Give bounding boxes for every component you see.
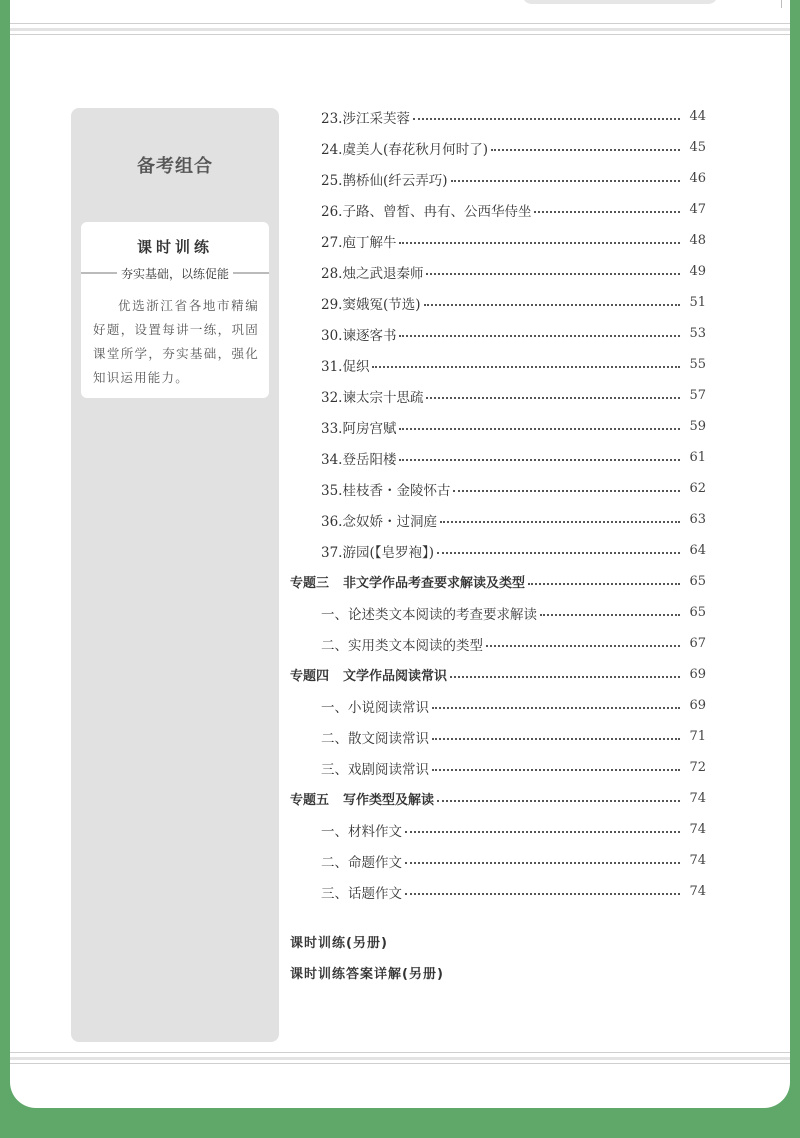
page-number: 48 <box>689 233 706 248</box>
card-subtitle: 夯实基础，以练促能 <box>121 266 230 281</box>
toc-section-heading[interactable] <box>290 659 706 690</box>
toc-section-heading[interactable] <box>290 566 706 597</box>
page-number: 69 <box>689 667 706 682</box>
top-edge-line <box>781 0 782 8</box>
toc-entry[interactable] <box>290 411 706 442</box>
page-number: 45 <box>689 140 706 155</box>
toc-entry[interactable] <box>290 721 706 752</box>
dot-leader <box>399 242 680 244</box>
toc-entry-label: 34.登岳阳楼 <box>321 451 397 468</box>
toc-entry-label: 专题三 非文学作品考查要求解读及类型 <box>290 576 526 591</box>
dot-leader <box>451 180 680 182</box>
page-number: 69 <box>689 698 706 713</box>
toc-entry[interactable] <box>290 597 706 628</box>
dot-leader <box>426 397 680 399</box>
toc-entry-label: 35.桂枝香・金陵怀古 <box>321 482 451 499</box>
divider <box>233 272 269 274</box>
page-number: 64 <box>689 543 706 558</box>
page-number: 47 <box>689 202 706 217</box>
dot-leader <box>491 149 680 151</box>
dot-leader <box>426 273 680 275</box>
toc-entry-label: 专题五 写作类型及解读 <box>290 793 435 808</box>
header-rule <box>10 23 790 39</box>
toc-entry[interactable] <box>290 194 706 225</box>
page-number: 67 <box>689 636 706 651</box>
dot-leader <box>432 738 680 740</box>
page-number: 62 <box>689 481 706 496</box>
toc-entry-label: 一、小说阅读常识 <box>321 699 429 716</box>
footer-rule <box>10 1052 790 1068</box>
page-number: 49 <box>689 264 706 279</box>
dot-leader <box>528 583 680 585</box>
toc-entry[interactable] <box>290 287 706 318</box>
card-subtitle-row <box>81 263 269 283</box>
page-number: 44 <box>689 109 706 124</box>
toc-entry[interactable] <box>290 349 706 380</box>
dot-leader <box>540 614 680 616</box>
page-number: 61 <box>689 450 706 465</box>
toc-entry[interactable] <box>290 163 706 194</box>
toc-entry-label: 23.涉江采芙蓉 <box>321 110 410 127</box>
toc-entry-label: 一、材料作文 <box>321 823 402 840</box>
toc-entry-label: 三、话题作文 <box>321 885 402 902</box>
page-number: 53 <box>689 326 706 341</box>
page-number: 72 <box>689 760 706 775</box>
toc-section-heading[interactable] <box>290 783 706 814</box>
dot-leader <box>453 490 680 492</box>
dot-leader <box>413 118 680 120</box>
toc-entry[interactable] <box>290 473 706 504</box>
toc-entry-label: 三、戏剧阅读常识 <box>321 761 429 778</box>
toc-entry-label: 一、论述类文本阅读的考查要求解读 <box>321 606 537 623</box>
page-number: 74 <box>689 822 706 837</box>
toc-entry[interactable] <box>290 256 706 287</box>
top-tab-decoration <box>522 0 718 4</box>
toc-entry-label: 32.谏太宗十思疏 <box>321 389 424 406</box>
dot-leader <box>437 552 680 554</box>
toc-entry-label: 25.鹊桥仙(纤云弄巧) <box>321 172 448 189</box>
card-title: 课时训练 <box>136 238 213 256</box>
divider <box>81 272 117 274</box>
toc-entry[interactable] <box>290 628 706 659</box>
toc-entry-label: 37.游园(【皂罗袍】) <box>321 544 435 561</box>
toc-entry[interactable] <box>290 814 706 845</box>
document-page <box>10 0 790 1108</box>
dot-leader <box>440 521 680 523</box>
toc-entry-label: 24.虞美人(春花秋月何时了) <box>321 141 489 158</box>
dot-leader <box>405 893 680 895</box>
toc-entry-label: 30.谏逐客书 <box>321 327 397 344</box>
toc-entry[interactable] <box>290 101 706 132</box>
dot-leader <box>432 707 680 709</box>
toc-entry[interactable] <box>290 380 706 411</box>
dot-leader <box>486 645 680 647</box>
page-number: 65 <box>689 605 706 620</box>
toc-entry[interactable] <box>290 504 706 535</box>
toc-entry-label: 31.促织 <box>321 358 370 375</box>
toc-entry-label: 26.子路、曾皙、冉有、公西华侍坐 <box>321 203 532 220</box>
toc-entry-label: 27.庖丁解牛 <box>321 234 397 251</box>
dot-leader <box>432 769 680 771</box>
toc-entry[interactable] <box>290 845 706 876</box>
dot-leader <box>399 459 680 461</box>
page-number: 59 <box>689 419 706 434</box>
toc-entry-label: 28.烛之武退秦师 <box>321 265 424 282</box>
page-number: 46 <box>689 171 706 186</box>
dot-leader <box>437 800 680 802</box>
dot-leader <box>534 211 680 213</box>
toc-entry[interactable] <box>290 752 706 783</box>
card-description: 优选浙江省各地市精编好题，设置每讲一练，巩固课堂所学，夯实基础，强化知识运用能力。 <box>93 298 259 385</box>
toc-entry[interactable] <box>290 225 706 256</box>
page-number: 55 <box>689 357 706 372</box>
toc-entry-label: 36.念奴娇・过洞庭 <box>321 513 437 530</box>
page-number: 74 <box>689 853 706 868</box>
toc-entry-label: 二、命题作文 <box>321 854 402 871</box>
sidebar-title: 备考组合 <box>137 156 213 177</box>
dot-leader <box>405 831 680 833</box>
toc-entry[interactable] <box>290 318 706 349</box>
toc-entry-label: 二、实用类文本阅读的类型 <box>321 637 483 654</box>
dot-leader <box>399 428 680 430</box>
toc-entry-label: 专题四 文学作品阅读常识 <box>290 669 448 684</box>
page-number: 65 <box>689 574 706 589</box>
toc-entry[interactable] <box>290 442 706 473</box>
toc-entry[interactable] <box>290 876 706 907</box>
page-number: 74 <box>689 791 706 806</box>
toc-entry-label: 29.窦娥冤(节选) <box>321 296 421 313</box>
dot-leader <box>405 862 680 864</box>
supplement-entry[interactable]: 课时训练(另册) <box>290 936 388 951</box>
toc-entry[interactable] <box>290 132 706 163</box>
page-number: 51 <box>689 295 706 310</box>
dot-leader <box>399 335 680 337</box>
dot-leader <box>450 676 680 678</box>
sidebar-panel <box>71 108 279 1042</box>
toc-entry-label: 33.阿房宫赋 <box>321 420 397 437</box>
toc-entry-label: 二、散文阅读常识 <box>321 730 429 747</box>
dot-leader <box>424 304 680 306</box>
page-number: 71 <box>689 729 706 744</box>
toc-entry[interactable] <box>290 535 706 566</box>
toc-entry[interactable] <box>290 690 706 721</box>
supplement-entry[interactable]: 课时训练答案详解(另册) <box>290 967 444 982</box>
page-number: 63 <box>689 512 706 527</box>
page-number: 57 <box>689 388 706 403</box>
dot-leader <box>372 366 680 368</box>
page-number: 74 <box>689 884 706 899</box>
lesson-training-card <box>81 222 269 398</box>
